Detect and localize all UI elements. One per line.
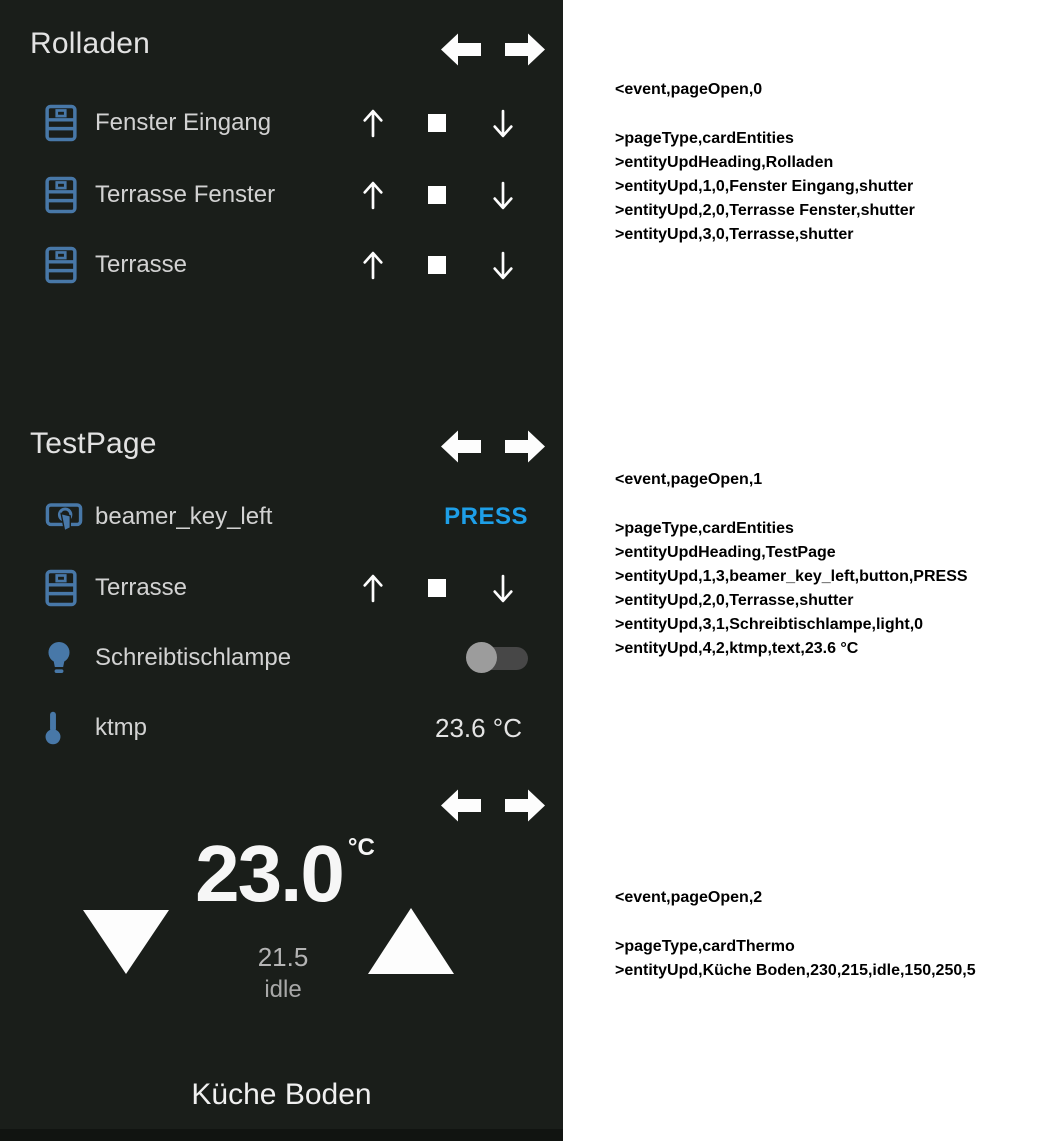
log-gap <box>615 102 1035 127</box>
shutter-up-button[interactable] <box>360 180 386 211</box>
shutter-up-button[interactable] <box>360 108 386 139</box>
log-line: >pageType,cardEntities <box>615 520 794 537</box>
entity-row-schreibtischlampe <box>0 636 563 680</box>
nav-prev-arrow-icon[interactable] <box>441 787 481 824</box>
log-line: >entityUpd,1,0,Fenster Eingang,shutter <box>615 178 914 195</box>
entity-label: ktmp <box>95 714 148 741</box>
thermometer-icon <box>45 710 61 746</box>
gesture-tap-button-icon <box>45 501 83 533</box>
entity-label: Schreibtischlampe <box>95 644 292 671</box>
log-line: >entityUpd,3,1,Schreibtischlampe,light,0 <box>615 616 924 633</box>
entity-row-beamer-key-left <box>0 495 563 539</box>
page-title: Rolladen <box>30 27 151 60</box>
setpoint-value: 21.5 <box>257 942 309 972</box>
protocol-log-page2 <box>615 886 1035 983</box>
press-button[interactable]: PRESS <box>444 503 528 530</box>
entity-row-terrasse <box>0 243 563 287</box>
log-line: >entityUpd,Küche Boden,230,215,idle,150,250,5 <box>615 962 976 979</box>
log-line: >pageType,cardEntities <box>615 130 794 147</box>
protocol-log-page1 <box>615 468 1035 661</box>
shutter-down-button[interactable] <box>490 180 516 211</box>
log-line: >entityUpd,1,3,beamer_key_left,button,PRESS <box>615 568 968 585</box>
log-line: >entityUpd,4,2,ktmp,text,23.6 °C <box>615 640 859 657</box>
panel-bottom-edge <box>0 1129 563 1141</box>
log-event-line: <event,pageOpen,0 <box>615 81 763 98</box>
shutter-icon <box>45 176 77 214</box>
shutter-icon <box>45 246 77 284</box>
nav-prev-arrow-icon[interactable] <box>441 428 481 465</box>
entity-row-fenster-eingang <box>0 101 563 145</box>
sensor-value: 23.6 °C <box>434 713 522 743</box>
hvac-state: idle <box>264 976 302 1003</box>
current-temperature-value: 23.0 <box>195 829 343 918</box>
log-gap <box>615 910 1035 935</box>
entity-row-ktmp <box>0 706 563 750</box>
shutter-stop-button[interactable] <box>428 186 446 204</box>
shutter-stop-button[interactable] <box>428 256 446 274</box>
shutter-stop-button[interactable] <box>428 579 446 597</box>
shutter-down-button[interactable] <box>490 250 516 281</box>
shutter-icon <box>45 104 77 142</box>
entity-label: Terrasse Fenster <box>95 181 276 208</box>
shutter-stop-button[interactable] <box>428 114 446 132</box>
nav-next-arrow-icon[interactable] <box>505 31 545 68</box>
card-thermo-kueche-boden <box>0 760 563 1141</box>
log-line: >entityUpdHeading,Rolladen <box>615 154 834 171</box>
card-entities-testpage <box>0 380 563 760</box>
temperature-unit: °C <box>347 834 375 861</box>
log-event-line: <event,pageOpen,1 <box>615 471 763 488</box>
entity-label: Fenster Eingang <box>95 109 272 136</box>
shutter-icon <box>45 569 77 607</box>
shutter-down-button[interactable] <box>490 108 516 139</box>
entity-row-terrasse <box>0 566 563 610</box>
entity-row-terrasse-fenster <box>0 173 563 217</box>
nav-prev-arrow-icon[interactable] <box>441 31 481 68</box>
log-line: >pageType,cardThermo <box>615 938 795 955</box>
entity-label: Terrasse <box>95 251 188 278</box>
log-gap <box>615 492 1035 517</box>
setpoint-decrease-button[interactable] <box>83 910 169 974</box>
protocol-log-page0 <box>615 78 1035 247</box>
log-line: >entityUpd,2,0,Terrasse,shutter <box>615 592 854 609</box>
log-line: >entityUpdHeading,TestPage <box>615 544 836 561</box>
shutter-up-button[interactable] <box>360 573 386 604</box>
light-toggle-switch[interactable] <box>466 642 530 674</box>
entity-label: Terrasse <box>95 574 188 601</box>
nav-next-arrow-icon[interactable] <box>505 428 545 465</box>
nav-next-arrow-icon[interactable] <box>505 787 545 824</box>
page-title: TestPage <box>30 427 157 460</box>
lightbulb-icon <box>45 640 73 676</box>
log-event-line: <event,pageOpen,2 <box>615 889 763 906</box>
card-entities-rolladen <box>0 0 563 380</box>
log-line: >entityUpd,2,0,Terrasse Fenster,shutter <box>615 202 915 219</box>
shutter-down-button[interactable] <box>490 573 516 604</box>
entity-label: beamer_key_left <box>95 503 273 530</box>
shutter-up-button[interactable] <box>360 250 386 281</box>
toggle-knob <box>466 642 497 673</box>
thermostat-title: Küche Boden <box>191 1078 372 1111</box>
log-line: >entityUpd,3,0,Terrasse,shutter <box>615 226 854 243</box>
